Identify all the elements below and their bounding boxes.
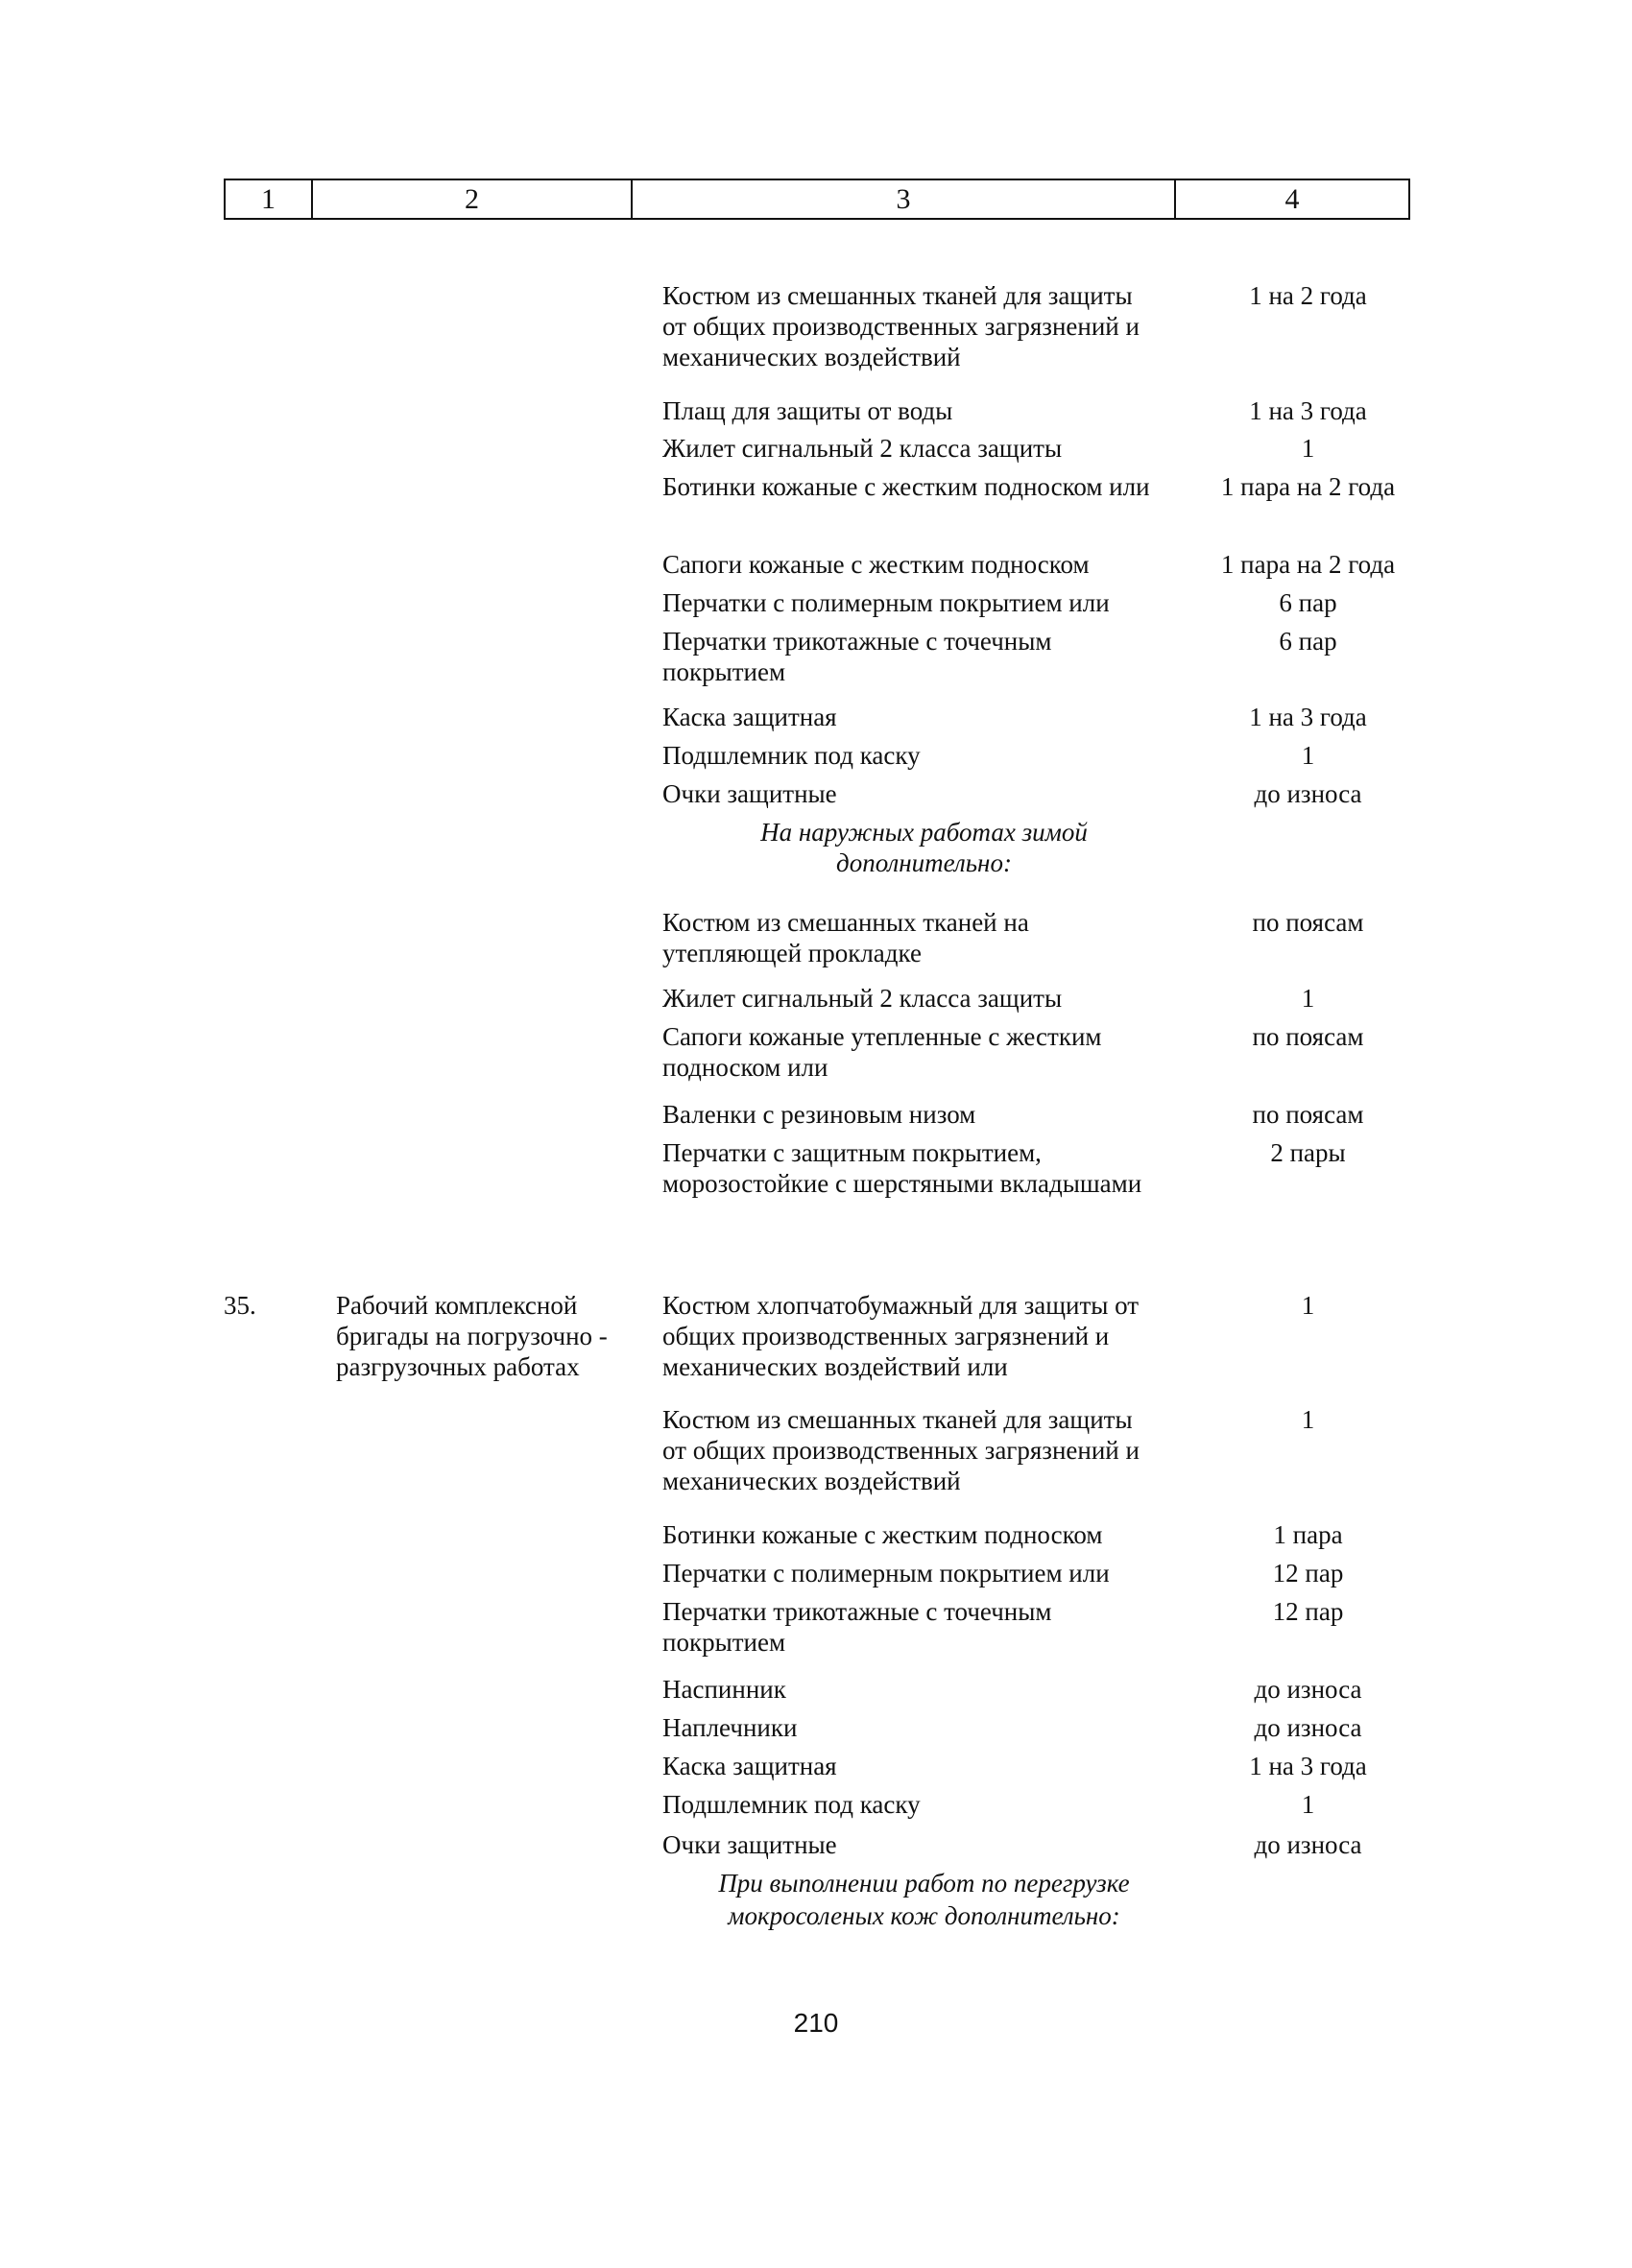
profession-line: бригады на погрузочно - [336, 1322, 608, 1350]
item-name-line: Каска защитная [662, 703, 837, 731]
item-quantity: 1 [1301, 1405, 1315, 1434]
item-quantity: 1 пара на 2 года [1220, 550, 1396, 579]
header-col-4: 4 [1284, 182, 1300, 215]
item-name-line: Наспинник [662, 1675, 786, 1704]
page-number: 210 [793, 2008, 839, 2038]
item-name-line: подноском или [662, 1053, 828, 1082]
item-name-line: Подшлемник под каску [662, 1790, 921, 1819]
item-name-line: от общих производственных загрязнений и [662, 1436, 1140, 1465]
item-quantity: 1 на 3 года [1249, 1752, 1367, 1780]
item-quantity: 6 пар [1279, 627, 1337, 656]
item-name-line: Валенки с резиновым низом [662, 1100, 976, 1129]
row-number: 35. [224, 1291, 256, 1320]
item-name-line: Очки защитные [662, 779, 837, 808]
header-col-2: 2 [313, 180, 633, 218]
profession-line: разгрузочных работах [336, 1352, 580, 1381]
item-quantity: 2 пары [1270, 1138, 1346, 1167]
item-quantity: 6 пар [1279, 588, 1337, 617]
item-name-line: Перчатки трикотажные с точечным [662, 627, 1052, 656]
item-quantity: 1 на 3 года [1249, 703, 1367, 731]
item-quantity: 1 [1301, 984, 1315, 1013]
winter-note-line: На наружных работах зимой [760, 818, 1088, 847]
item-name-line: покрытием [662, 657, 786, 686]
item-name-line: Ботинки кожаные с жестким подноском [662, 1520, 1103, 1549]
item-name-line: Перчатки с полимерным покрытием или [662, 1559, 1110, 1588]
item-quantity: 1 пара [1273, 1520, 1343, 1549]
item-quantity: по поясам [1252, 1022, 1364, 1051]
item-name-line: Жилет сигнальный 2 класса защиты [662, 434, 1063, 463]
item-quantity: по поясам [1252, 908, 1364, 937]
item-name-line: Наплечники [662, 1713, 798, 1742]
item-name-line: Перчатки с защитным покрытием, [662, 1138, 1042, 1167]
item-quantity: до износа [1254, 1713, 1362, 1742]
item-name-line: Костюм из смешанных тканей для защиты [662, 1405, 1133, 1434]
item-name-line: механических воздействий [662, 343, 961, 371]
item-name-line: Костюм хлопчатобумажный для защиты от [662, 1291, 1140, 1320]
item-name-line: Жилет сигнальный 2 класса защиты [662, 984, 1063, 1013]
profession-line: Рабочий комплексной [336, 1291, 578, 1320]
item-name-line: утепляющей прокладке [662, 939, 922, 967]
item-name-line: Каска защитная [662, 1752, 837, 1780]
item-name-line: Костюм из смешанных тканей на [662, 908, 1029, 937]
column-header-table [224, 179, 1410, 220]
item-quantity: до износа [1254, 1675, 1362, 1704]
item-quantity: 1 [1301, 434, 1315, 463]
item-quantity: 12 пар [1272, 1559, 1344, 1588]
extra-note-line: При выполнении работ по перегрузке [718, 1869, 1130, 1898]
item-name-line: Ботинки кожаные с жестким подноском или [662, 472, 1150, 501]
item-quantity: 1 [1301, 1291, 1315, 1320]
item-name-line: Сапоги кожаные с жестким подноском [662, 550, 1090, 579]
item-name-line: механических воздействий или [662, 1352, 1008, 1381]
item-name-line: Плащ для защиты от воды [662, 396, 953, 425]
item-quantity: 1 [1301, 741, 1315, 770]
item-name-line: от общих производственных загрязнений и [662, 312, 1140, 341]
item-quantity: 1 [1301, 1790, 1315, 1819]
item-name-line: Очки защитные [662, 1830, 837, 1859]
item-name-line: морозостойкие с шерстяными вкладышами [662, 1169, 1142, 1198]
item-name-line: Подшлемник под каску [662, 741, 921, 770]
item-name-line: Костюм из смешанных тканей для защиты [662, 281, 1133, 310]
item-quantity: до износа [1254, 779, 1362, 808]
item-name-line: общих производственных загрязнений и [662, 1322, 1110, 1350]
item-quantity: 1 пара на 2 года [1220, 472, 1396, 501]
item-quantity: 12 пар [1272, 1597, 1344, 1626]
winter-note-line: дополнительно: [836, 848, 1012, 877]
item-quantity: до износа [1254, 1830, 1362, 1859]
header-col-3: 3 [633, 180, 1176, 218]
extra-note-line: мокросоленых кож дополнительно: [728, 1901, 1120, 1930]
item-name-line: Перчатки с полимерным покрытием или [662, 588, 1110, 617]
item-name-line: Перчатки трикотажные с точечным [662, 1597, 1052, 1626]
item-quantity: 1 на 3 года [1249, 396, 1367, 425]
item-name-line: покрытием [662, 1628, 786, 1657]
header-col-1: 1 [226, 180, 313, 218]
item-name-line: механических воздействий [662, 1467, 961, 1495]
item-name-line: Сапоги кожаные утепленные с жестким [662, 1022, 1102, 1051]
item-quantity: по поясам [1252, 1100, 1364, 1129]
item-quantity: 1 на 2 года [1249, 281, 1367, 310]
